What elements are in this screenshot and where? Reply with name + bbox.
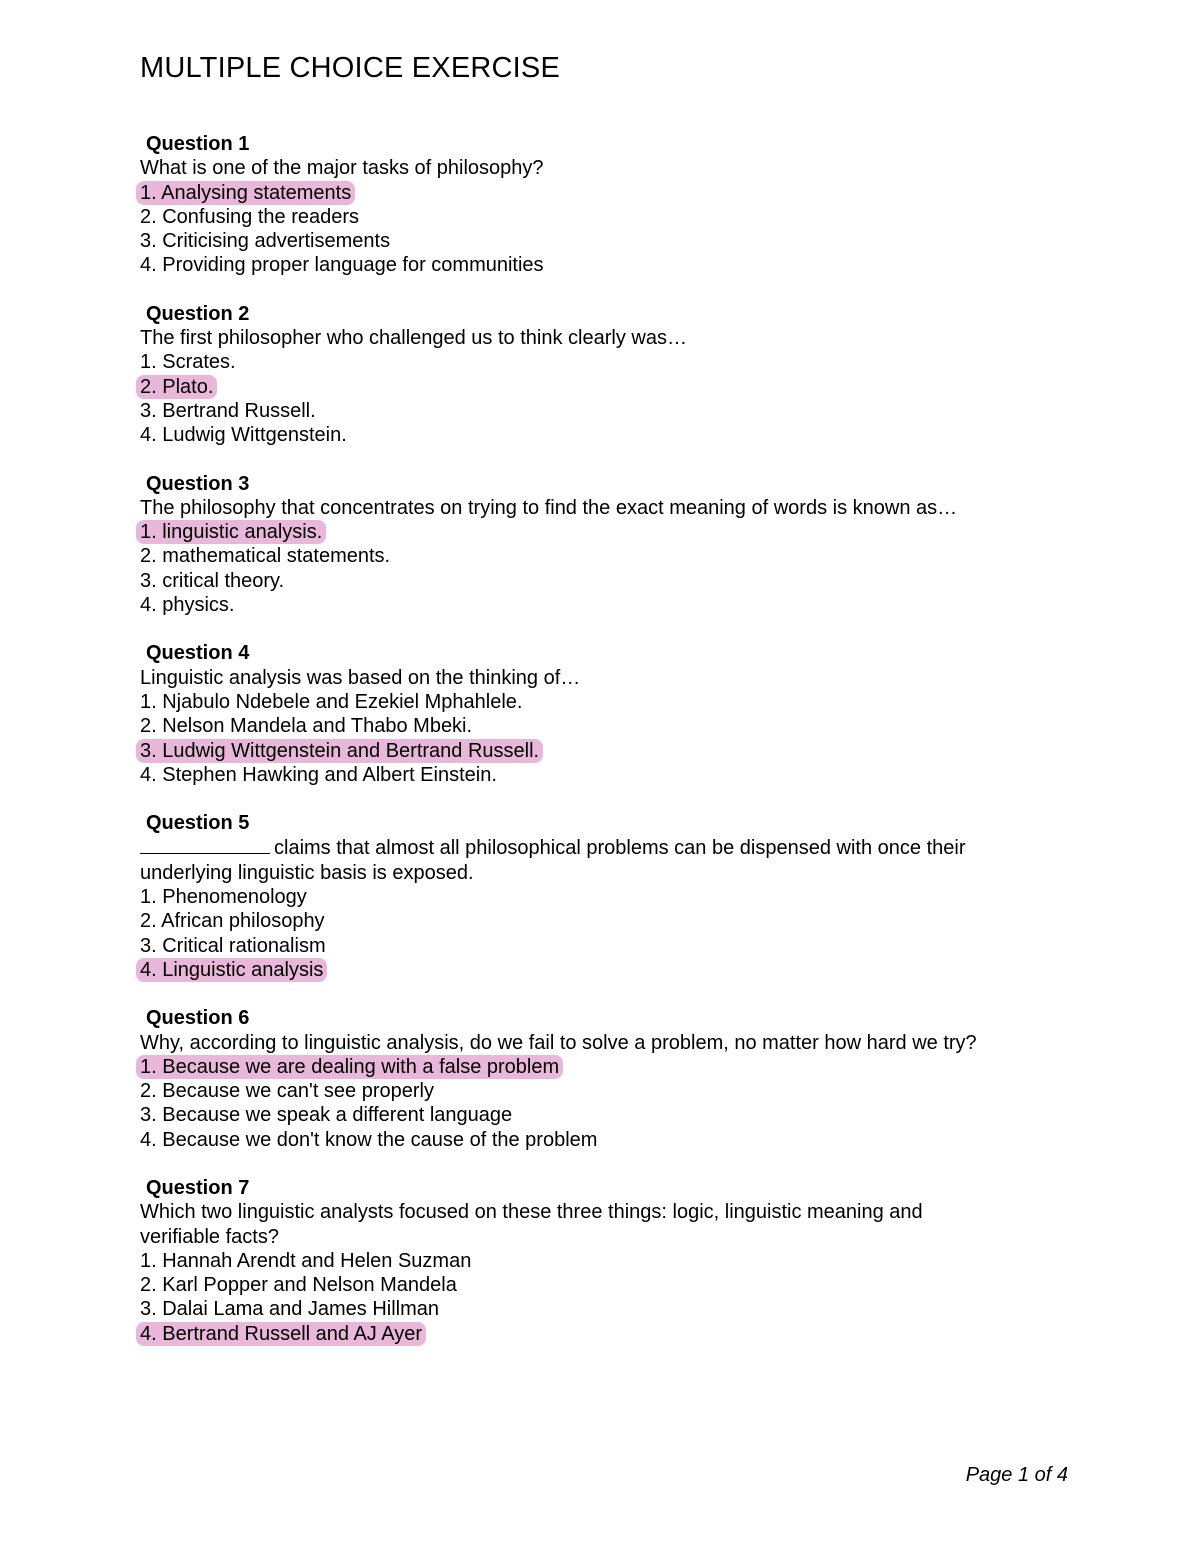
- option-list: [140, 520, 990, 617]
- question-text: What is one of the major tasks of philosophy?: [140, 157, 544, 180]
- option: [140, 399, 990, 423]
- question-heading: Question 7: [146, 1176, 250, 1199]
- option: [140, 1103, 990, 1127]
- option-label: 1. Because we are dealing with a false problem: [136, 1055, 563, 1079]
- page-title: MULTIPLE CHOICE EXERCISE: [140, 52, 561, 84]
- option-label: 3. Because we speak a different language: [140, 1104, 513, 1127]
- option: [140, 909, 990, 933]
- question-7: [140, 1176, 990, 1346]
- option-label: 3. Critical rationalism: [140, 934, 326, 957]
- option-list: [140, 885, 990, 982]
- option-highlighted: [140, 1322, 990, 1346]
- option-label: 3. Bertrand Russell.: [140, 399, 316, 422]
- question-text: Linguistic analysis was based on the thinking of…: [140, 666, 581, 689]
- option-label: 1. Njabulo Ndebele and Ezekiel Mphahlele.: [140, 690, 523, 713]
- option-label: 1. Analysing statements: [136, 181, 355, 205]
- option-highlighted: [140, 375, 990, 399]
- option-highlighted: [140, 958, 990, 982]
- option-label: 3. Dalai Lama and James Hillman: [140, 1298, 440, 1321]
- question-3: [140, 472, 990, 618]
- option-label: 3. Ludwig Wittgenstein and Bertrand Russell.: [136, 739, 543, 763]
- question-list: [140, 132, 990, 1370]
- question-4: [140, 641, 990, 787]
- option: [140, 1249, 990, 1273]
- option-highlighted: [140, 181, 990, 205]
- question-heading: Question 3: [146, 472, 250, 495]
- option-list: [140, 1055, 990, 1152]
- option: [140, 593, 990, 617]
- option-label: 2. Plato.: [136, 375, 217, 399]
- option-label: 1. linguistic analysis.: [136, 520, 326, 544]
- option: [140, 690, 990, 714]
- option: [140, 763, 990, 787]
- option-label: 4. Ludwig Wittgenstein.: [140, 424, 347, 447]
- option: [140, 934, 990, 958]
- option-list: [140, 181, 990, 278]
- option: [140, 205, 990, 229]
- option: [140, 229, 990, 253]
- option-label: 2. Because we can't see properly: [140, 1080, 434, 1103]
- option-label: 4. physics.: [140, 594, 235, 617]
- option: [140, 423, 990, 447]
- option-label: 3. Criticising advertisements: [140, 230, 391, 253]
- option-label: 4. Linguistic analysis: [136, 958, 327, 982]
- option-label: 2. African philosophy: [140, 910, 325, 933]
- option: [140, 544, 990, 568]
- question-heading: Question 6: [146, 1007, 250, 1030]
- question-text-body: claims that almost all philosophical problems can be dispensed with once their underlying linguistic basis is exposed.: [140, 837, 966, 884]
- option-label: 4. Stephen Hawking and Albert Einstein.: [140, 763, 497, 786]
- question-heading: Question 1: [146, 133, 250, 155]
- option-label: 2. mathematical statements.: [140, 545, 391, 568]
- question-heading: Question 2: [146, 302, 250, 325]
- option-label: 3. critical theory.: [140, 569, 285, 592]
- question-text: Why, according to linguistic analysis, do we fail to solve a problem, no matter how hard we try?: [140, 1031, 977, 1054]
- option-label: 1. Scrates.: [140, 351, 236, 374]
- question-2: [140, 302, 990, 448]
- option-list: [140, 350, 990, 447]
- option: [140, 253, 990, 277]
- option: [140, 1079, 990, 1103]
- option-label: 1. Phenomenology: [140, 886, 307, 909]
- option: [140, 885, 990, 909]
- question-text: [140, 835, 990, 885]
- option: [140, 1297, 990, 1321]
- option: [140, 569, 990, 593]
- option-label: 2. Confusing the readers: [140, 205, 360, 228]
- option-label: 2. Karl Popper and Nelson Mandela: [140, 1274, 457, 1297]
- question-1: [140, 132, 990, 278]
- option-label: 4. Bertrand Russell and AJ Ayer: [136, 1322, 426, 1346]
- question-6: [140, 1006, 990, 1152]
- option: [140, 1128, 990, 1152]
- option-label: 4. Providing proper language for communities: [140, 254, 544, 277]
- option: [140, 714, 990, 738]
- question-text: Which two linguistic analysts focused on these three things: logic, linguistic meaning and verifiable facts?: [140, 1201, 923, 1248]
- question-5: [140, 811, 990, 982]
- option-list: [140, 1249, 990, 1346]
- option-label: 1. Hannah Arendt and Helen Suzman: [140, 1249, 472, 1272]
- page-number: Page 1 of 4: [965, 1464, 1068, 1486]
- question-text: The philosophy that concentrates on trying to find the exact meaning of words is known as…: [140, 496, 958, 519]
- fill-in-blank-line: [140, 835, 270, 854]
- option-highlighted: [140, 1055, 990, 1079]
- question-text: The first philosopher who challenged us to think clearly was…: [140, 327, 687, 350]
- question-heading: Question 4: [146, 642, 250, 665]
- question-heading: Question 5: [146, 812, 250, 835]
- option-label: 4. Because we don't know the cause of the problem: [140, 1128, 598, 1151]
- option: [140, 350, 990, 374]
- option-highlighted: [140, 520, 990, 544]
- option: [140, 1273, 990, 1297]
- option-highlighted: [140, 739, 990, 763]
- option-label: 2. Nelson Mandela and Thabo Mbeki.: [140, 715, 473, 738]
- option-list: [140, 690, 990, 787]
